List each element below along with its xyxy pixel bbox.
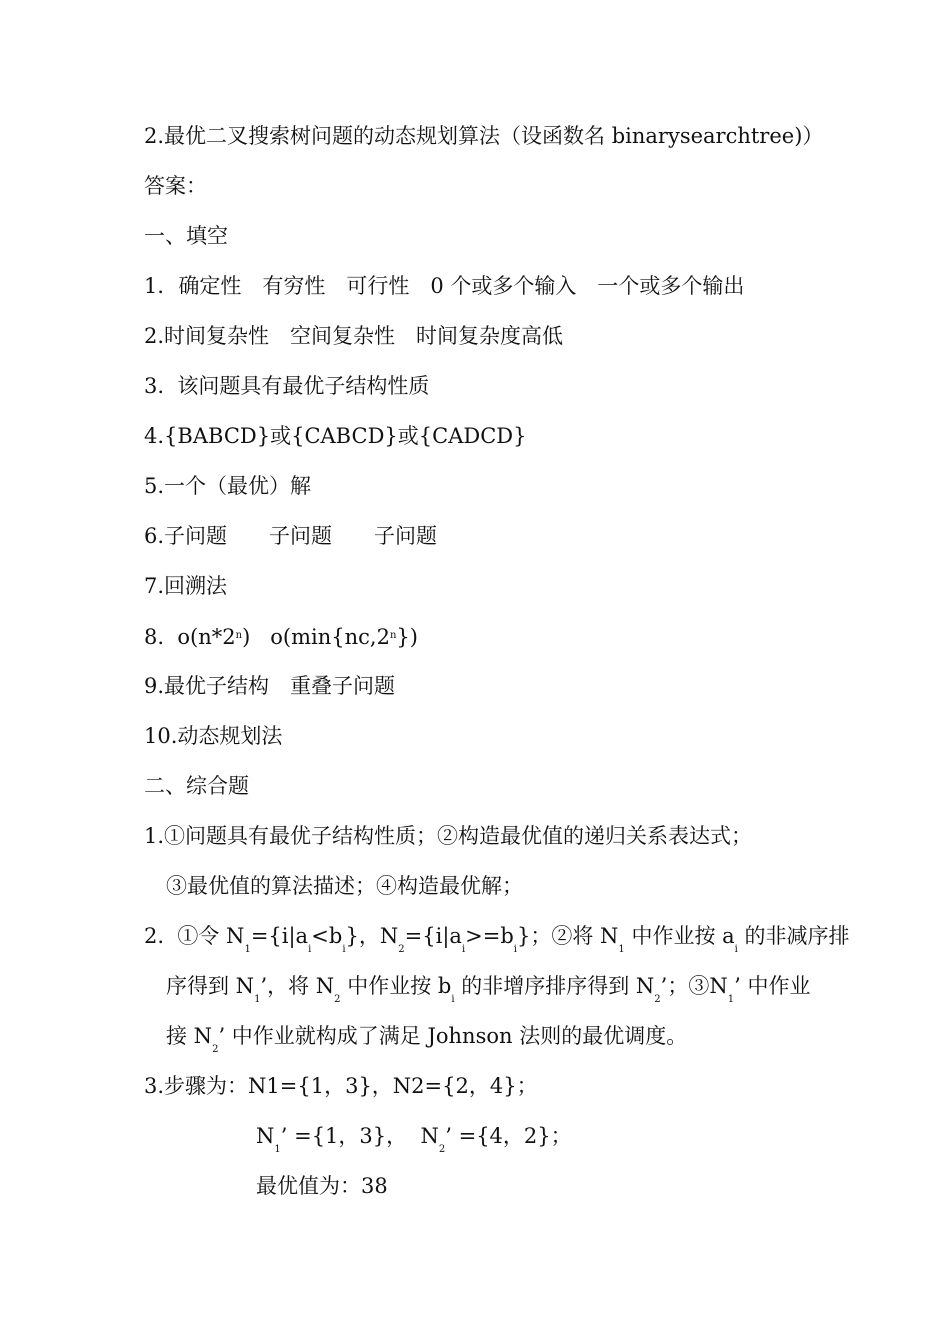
q3-line-1: 3.步骤为：N1={1，3}，N2={2，4}；: [144, 1074, 538, 1098]
q1-line-1: 1.①问题具有最优子结构性质；②构造最优值的递归关系表达式；: [144, 824, 753, 848]
q2-line-1: 2. ①令 $N_1=\{i|a_i<b_i\}$，$N_2=\{i|a_i>=b_i\}$；②将 $N_1$ 中作业按 $a_i$ 的非减序排: [144, 924, 850, 955]
fill-item-4: 4.{BABCD}或{CABCD}或{CADCD}: [144, 424, 527, 448]
q1-line-2: ③最优值的算法描述；④构造最优解；: [166, 874, 523, 898]
q3-line-3: 最优值为：38: [256, 1174, 388, 1198]
section-fill: 一、填空: [144, 224, 228, 248]
answer-label: 答案：: [144, 174, 207, 198]
fill-item-9: 9.最优子结构 重叠子问题: [144, 674, 396, 698]
fill-item-2: 2.时间复杂性 空间复杂性 时间复杂度高低: [144, 324, 564, 348]
q2-line-3: 接 $N_2$’ 中作业就构成了满足 Johnson 法则的最优调度。: [166, 1024, 688, 1055]
fill-item-7: 7.回溯法: [144, 574, 228, 598]
title: 2.最优二叉搜索树问题的动态规划算法（设函数名 binarysearchtree)）: [144, 124, 824, 148]
fill-item-8: 8. o(n*2$^n$) o(min{nc,2$^n$}): [144, 625, 418, 649]
section-comprehensive: 二、综合题: [144, 774, 249, 798]
fill-item-5: 5.一个（最优）解: [144, 474, 312, 498]
fill-item-10: 10.动态规划法: [144, 724, 283, 748]
q2-line-2: 序得到 $N_1$’，将 $N_2$ 中作业按 $b_i$ 的非增序排序得到 $N_2$’；$③N_1$’ 中作业: [166, 974, 811, 1005]
q3-line-2: $N_1$’ ={1，3}， $N_2$’ ={4，2}；: [256, 1124, 572, 1155]
fill-item-1: 1．确定性 有穷性 可行性 0 个或多个输入 一个或多个输出: [144, 274, 745, 298]
fill-item-6: 6.子问题 子问题 子问题: [144, 524, 438, 548]
fill-item-3: 3. 该问题具有最优子结构性质: [144, 374, 430, 398]
